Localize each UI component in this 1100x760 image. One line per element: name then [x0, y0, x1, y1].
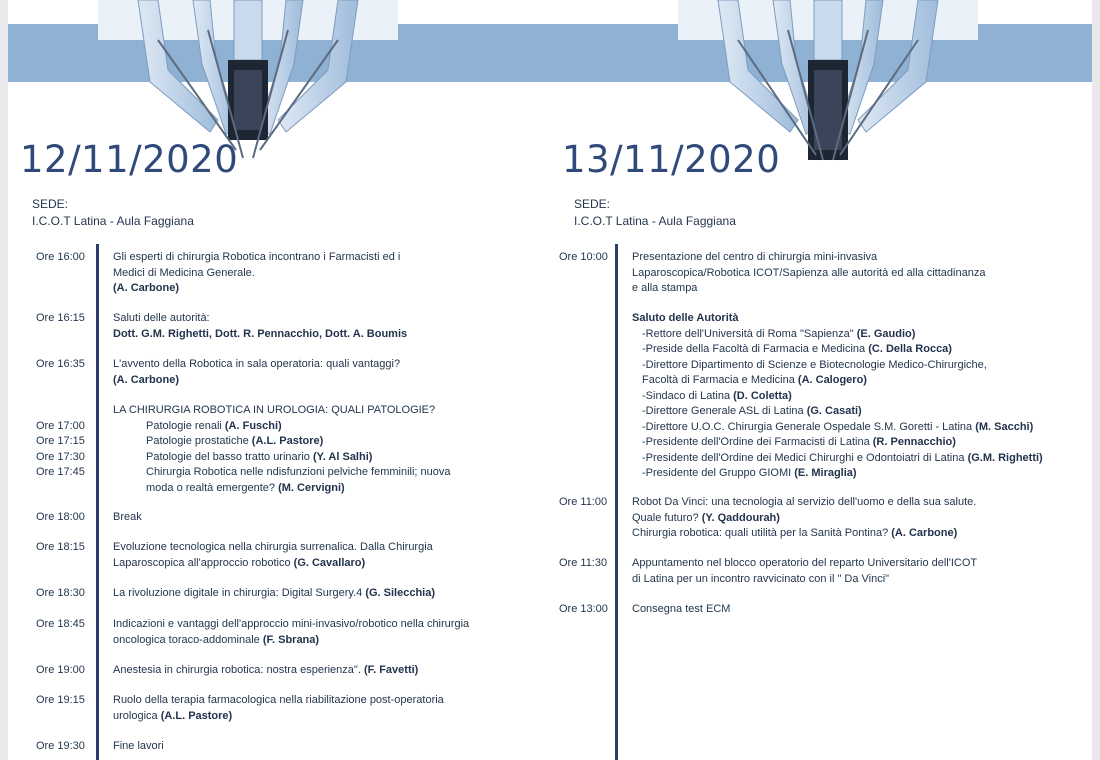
entry-text: Patologie renali (A. Fuschi)	[146, 419, 282, 432]
venue-label: SEDE:	[574, 197, 611, 211]
entry-text: Presentazione del centro di chirurgia mini-invasiva	[632, 251, 878, 263]
entry-text: La rivoluzione digitale in chirurgia: Digital Surgery.4 (G. Silecchia)	[113, 587, 436, 599]
entry-time: Ore 19:00	[36, 664, 85, 676]
entry-text: moda o realtà emergente? (M. Cervigni)	[146, 481, 345, 494]
venue-label: SEDE:	[32, 197, 69, 211]
authority-item: -Direttore U.O.C. Chirurgia Generale Ospedale S.M. Goretti - Latina (M. Sacchi)	[642, 420, 1034, 433]
authority-item: -Rettore dell'Università di Roma "Sapienza" (E. Gaudio)	[642, 327, 916, 340]
venue	[574, 196, 736, 230]
entry-text: Ruolo della terapia farmacologica nella riabilitazione post-operatoria	[113, 694, 444, 706]
program-day-2	[550, 0, 1092, 760]
entry-text: Medici di Medicina Generale.	[113, 266, 255, 279]
entry-text: Robot Da Vinci: una tecnologia al servizio dell'uomo e della sua salute.	[632, 496, 977, 508]
entry-text: Saluti delle autorità:	[113, 312, 210, 324]
section-heading: Saluto delle Autorità	[632, 312, 739, 324]
day-date: 13/11/2020	[562, 138, 781, 181]
entry-time: Ore 16:35	[36, 358, 85, 370]
entry-text: di Latina per un incontro ravvicinato con il " Da Vinci"	[632, 572, 890, 585]
entry-text: Gli esperti di chirurgia Robotica incontrano i Farmacisti ed i	[113, 251, 401, 263]
authority-item: -Presidente del Gruppo GIOMI (E. Miraglia)	[642, 467, 857, 479]
authority-item: -Presidente dell'Ordine dei Farmacisti di Latina (R. Pennacchio)	[642, 436, 956, 448]
entry-time: Ore 18:15	[36, 541, 85, 553]
timeline-rule	[615, 244, 618, 760]
entry-time: Ore 11:30	[559, 557, 608, 569]
entry-time: Ore 16:15	[36, 312, 85, 324]
authority-item: Facoltà di Farmacia e Medicina (A. Calogero)	[642, 374, 867, 386]
timeline-rule	[96, 244, 99, 760]
section-heading: LA CHIRURGIA ROBOTICA IN UROLOGIA: QUALI PATOLOGIE?	[113, 404, 436, 416]
entry-speaker: Dott. G.M. Righetti, Dott. R. Pennacchio, Dott. A. Boumis	[113, 327, 408, 340]
entry-text: L'avvento della Robotica in sala operatoria: quali vantaggi?	[113, 358, 401, 370]
entry-text: Appuntamento nel blocco operatorio del reparto Universitario dell'ICOT	[632, 557, 978, 569]
entry-time: Ore 19:30	[36, 740, 85, 752]
entry-text: Patologie prostatiche (A.L. Pastore)	[146, 435, 324, 447]
entry-time: Ore 13:00	[559, 603, 608, 615]
venue-value: I.C.O.T Latina - Aula Faggiana	[32, 214, 194, 228]
venue-value: I.C.O.T Latina - Aula Faggiana	[574, 214, 736, 228]
entry-text: Chirurgia Robotica nelle ndisfunzioni pelviche femminili; nuova	[146, 466, 451, 478]
entry-text: urologica (A.L. Pastore)	[113, 709, 233, 722]
entry-text: e alla stampa	[632, 282, 698, 294]
entry-text: Laparoscopica all'approccio robotico (G. Cavallaro)	[113, 556, 366, 569]
authority-item: -Direttore Dipartimento di Scienze e Biotecnologie Medico-Chirurgiche,	[642, 358, 987, 371]
entry-time: Ore 17:15	[36, 435, 85, 447]
entry-time: Ore 18:45	[36, 618, 85, 630]
authority-item: -Presidente dell'Ordine dei Medici Chirurghi e Odontoiatri di Latina (G.M. Righetti)	[642, 451, 1043, 464]
entry-text: Consegna test ECM	[632, 603, 731, 615]
entry-text: Indicazioni e vantaggi dell'approccio mini-invasivo/robotico nella chirurgia	[113, 618, 470, 630]
entry-text: Evoluzione tecnologica nella chirurgia surrenalica. Dalla Chirurgia	[113, 541, 433, 553]
entry-time: Ore 18:30	[36, 587, 85, 599]
day-date: 12/11/2020	[20, 138, 239, 181]
entry-text: Laparoscopica/Robotica ICOT/Sapienza alle autorità ed alla cittadinanza	[632, 266, 986, 279]
entry-time: Ore 17:30	[36, 450, 85, 463]
entry-text: Quale futuro? (Y. Qaddourah)	[632, 511, 780, 524]
authority-item: -Sindaco di Latina (D. Coletta)	[642, 389, 792, 402]
entry-time: Ore 16:00	[36, 251, 85, 263]
entry-text: oncologica toraco-addominale (F. Sbrana)	[113, 633, 320, 646]
entry-speaker: (A. Carbone)	[113, 282, 179, 294]
entry-time: Ore 17:00	[36, 419, 85, 432]
entry-time: Ore 10:00	[559, 251, 608, 263]
entry-time: Ore 18:00	[36, 511, 85, 523]
entry-text: Break	[113, 511, 142, 523]
authority-item: -Preside della Facoltà di Farmacia e Medicina (C. Della Rocca)	[642, 343, 952, 355]
entry-time: Ore 11:00	[559, 496, 608, 508]
authority-item: -Direttore Generale ASL di Latina (G. Casati)	[642, 405, 862, 417]
entry-text: Anestesia in chirurgia robotica: nostra esperienza". (F. Favetti)	[113, 664, 419, 676]
entry-text: Fine lavori	[113, 740, 164, 752]
entry-time: Ore 17:45	[36, 466, 85, 478]
entry-speaker: (A. Carbone)	[113, 373, 179, 386]
entry-text: Patologie del basso tratto urinario (Y. Al Salhi)	[146, 450, 373, 463]
entry-time: Ore 19:15	[36, 694, 85, 706]
program-day-1	[8, 0, 550, 760]
entry-text: Chirurgia robotica: quali utilità per la Sanità Pontina? (A. Carbone)	[632, 527, 958, 539]
venue	[32, 196, 194, 230]
